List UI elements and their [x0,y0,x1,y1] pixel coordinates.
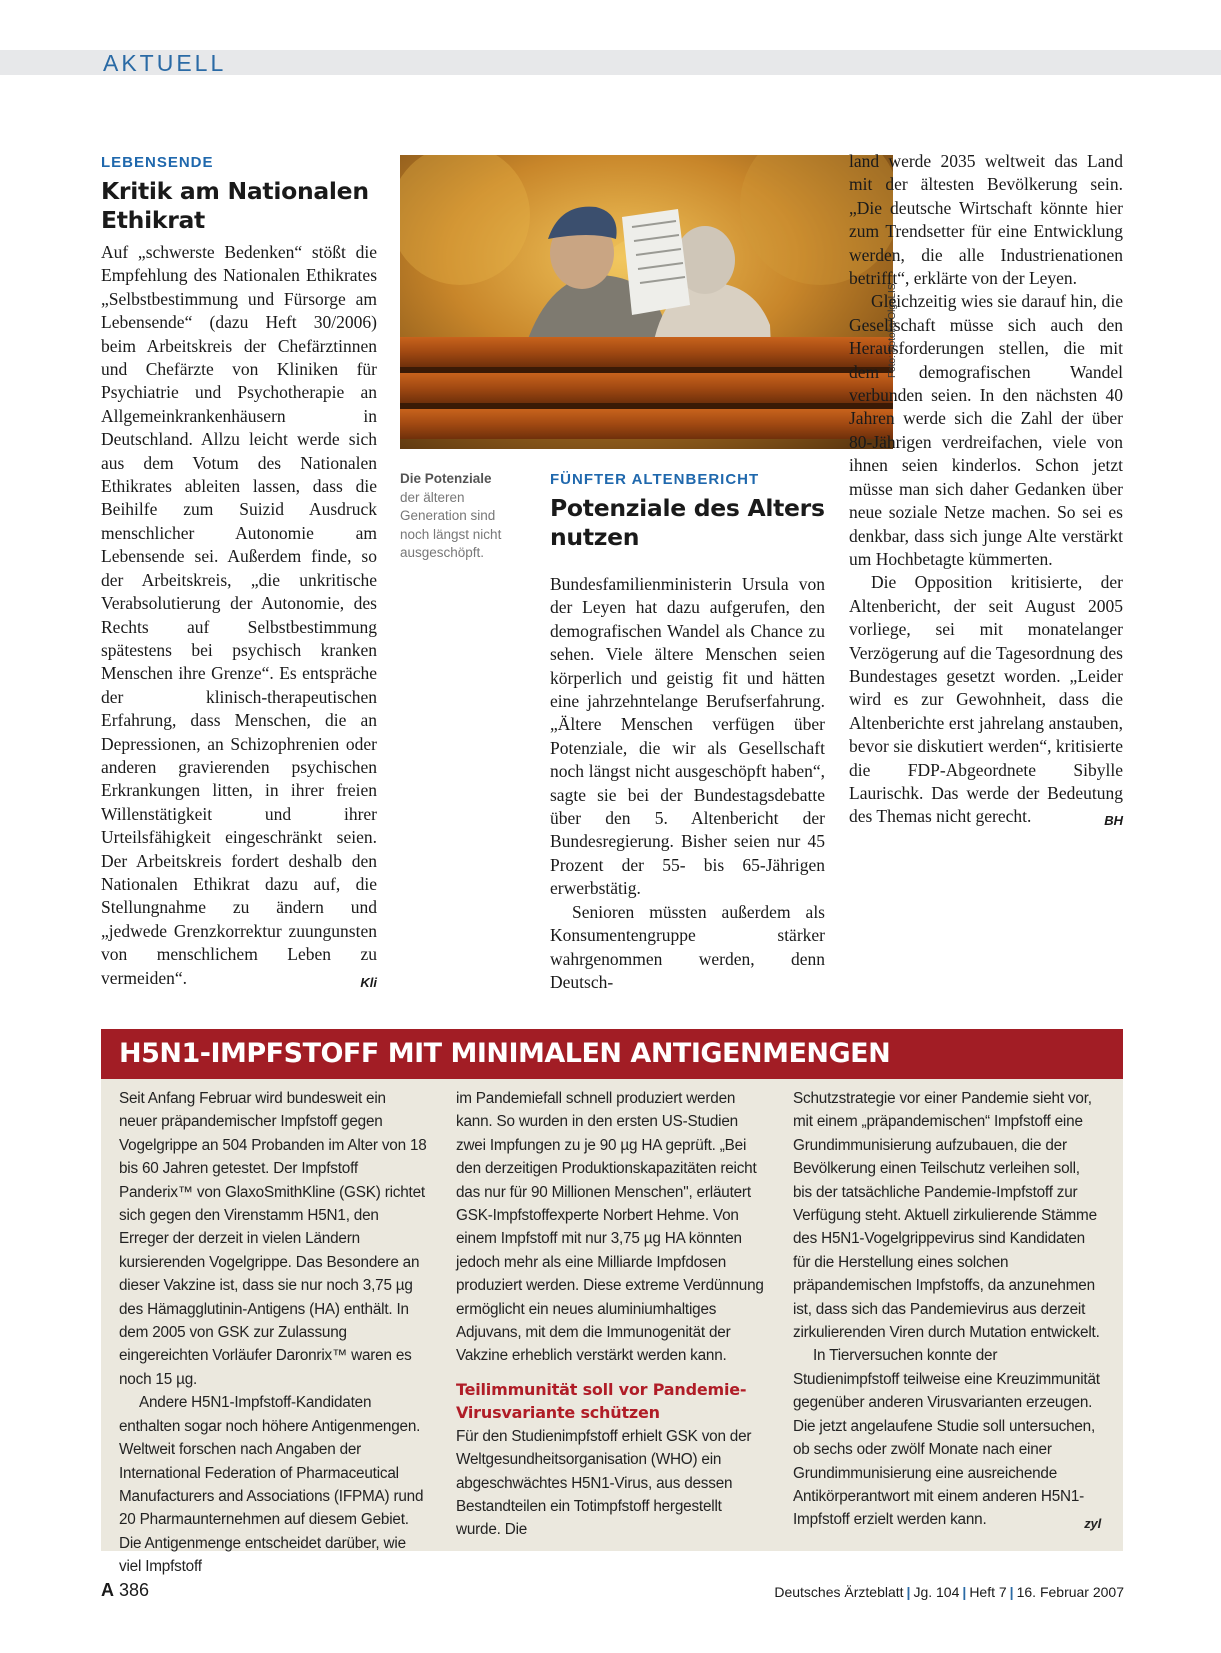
article-paragraph: Senioren müssten außerdem als Konsumentengruppe stärker wahrgenommen werden, denn Deutsch- [550,901,825,992]
journal-volume: Jg. 104 [913,1584,960,1600]
author-signature: zyl [1084,1516,1101,1532]
box-paragraph: Für den Studienimpfstoff erhielt GSK von der Weltgesundheitsorganisation (WHO) ein abgeschwächtes H5N1-Virus, aus dessen Bestandteilen ein Totimpfstoff hergestellt wurde. Die [456,1427,752,1539]
article-kicker: LEBENSENDE [101,154,214,171]
article-paragraph: Die Opposition kritisierte, der Altenbericht, der seit August 2005 vorliege, sei mit monatelanger Verzögerung auf die Tagesordnung des Bundestages gesetzt worden. „Leider wird es zur Gewohnheit, dass die Altenberichte erst jahrelang anstauben, bevor sie diskutiert werden“, kritisierte die FDP-Abgeordnete Sibylle Laurischk. Das werde der Bedeutung des Themas nicht gerecht. [849,572,1123,827]
info-box-column-1 [119,1087,427,1579]
photo-elderly-couple-on-bench [400,155,893,449]
article-body: Auf „schwerste Bedenken“ stößt die Empfehlung des Nationalen Ethikrates „Selbstbestimmung und Fürsorge am Lebensende“ (dazu Heft 30/2006) beim Arbeitskreis der Chefärztinnen und Chefärzte von Kliniken für Psychiatrie und Psychotherapie an Allgemeinkrankenhäusern in Deutschland. Allzu leicht werde sich aus dem Votum des Nationalen Ethikrates ableiten lassen, dass die Beihilfe zum Suizid Ausdruck menschlicher Autonomie am Lebensende sei. Außerdem finde, so der Arbeitskreis, „die unkritische Verabsolutierung der Autonomie, des Rechts auf Selbstbestimmung spätestens bei psychisch kranken Menschen ihre Grenze“. Es entspräche der klinisch-therapeutischen Erfahrung, dass Menschen, die an Depressionen, an Schizophrenien oder anderen gravierenden psychischen Erkrankungen litten, in ihrer freien Willenstätigkeit und ihrer Urteilsfähigkeit eingeschränkt seien. Der Arbeitskreis fordert deshalb den Nationalen Ethikrat dazu auf, die Stellungnahme zu ändern und „jedwede Grenzkorrektur zuungunsten von menschlichem Leben zu vermeiden“. Kli [101,241,377,990]
journal-footer: Deutsches Ärzteblatt | Jg. 104 | Heft 7 | 16. Februar 2007 [774,1584,1124,1600]
info-box-title: H5N1-IMPFSTOFF MIT MINIMALEN ANTIGENMENGEN [119,1038,891,1069]
box-paragraph: Andere H5N1-Impfstoff-Kandidaten enthalten sogar noch höhere Antigenmengen. Weltweit forschen nach Angaben der International Federation of Pharmaceutical Manufacturers and Associations (IFPMA) rund 20 Pharmaunternehmen auf diesem Gebiet. Die Antigenmenge entscheidet darüber, wie viel Impfstoff [119,1394,424,1576]
article-headline: Kritik am Nationalen Ethikrat [101,177,369,234]
info-box-header [101,1029,1123,1079]
box-paragraph: Schutzstrategie vor einer Pandemie sieht vor, mit einem „präpandemischen“ Impfstoff eine Grundimmunisierung aufzubauen, die der Bevölkerung einen Teilschutz verleihen soll, bis der tatsächliche Pandemie-Impfstoff zur Verfügung steht. Aktuell zirkulierende Stämme des H5N1-Vogelgrippevirus sind Kandidaten für die Herstellung eines solchen präpandemischen Impfstoffs, da anzunehmen ist, dass sich das Pandemievirus aus derzeit zirkulierenden Viren durch Mutation entwickelt. [793,1090,1100,1342]
info-box-h5n1 [101,1029,1123,1576]
box-paragraph: Seit Anfang Februar wird bundesweit ein neuer präpandemischer Impfstoff gegen Vogelgrippe an 504 Probanden im Alter von 18 bis 60 Jahren getestet. Der Impfstoff Panderix™ von GlaxoSmithKline (GSK) richtet sich gegen den Virenstamm H5N1, den Erreger der derzeit in vielen Ländern kursierenden Vogelgrippe. Das Besondere an dieser Vakzine ist, dass sie nur noch 3,75 µg des Hämagglutinin-Antigens (HA) enthält. In dem 2005 von GSK zur Zulassung eingereichten Vorläufer Daronrix™ waren es noch 15 µg. [119,1090,427,1388]
author-signature: BH [1104,813,1123,829]
photo-caption [400,470,528,563]
article-paragraph: Bundesfamilienministerin Ursula von der Leyen hat dazu aufgerufen, den demografischen Wandel als Chance zu sehen. Viele ältere Menschen seien körperlich und geistig fit und hätten eine jahrzehntelange Berufserfahrung. „Ältere Menschen verfügen über Potenziale, die wir als Gesellschaft noch längst nicht ausgeschöpft haben“, sagte sie bei der Bundestagsdebatte über den 5. Altenbericht der Bundesregierung. Bisher seien nur 45 Prozent der 55- bis 65-Jährigen erwerbstätig. [550,574,825,899]
caption-text: der älteren Generation sind noch längst nicht ausgeschöpft. [400,489,502,560]
box-paragraph: im Pandemiefall schnell produziert werden kann. So wurden in den ersten US-Studien zwei Impfungen zu je 90 µg HA geprüft. „Bei den derzeitigen Produktionskapazitäten reicht das nur für 90 Millionen Menschen", erläutert GSK-Impfstoffexperte Norbert Hehme. Von einem Impfstoff mit nur 3,75 µg HA könnten jedoch mehr als eine Milliarde Impfdosen produziert werden. Diese extreme Verdünnung ermöglicht ein neues aluminiumhaltiges Adjuvans, mit dem die Immunogenität der Vakzine erheblich verstärkt werden kann. [456,1090,764,1365]
box-subheading: Teilimmunität soll vor Pandemie-Virusvariante schützen [456,1379,747,1423]
article-lebensende [101,153,377,994]
box-paragraph: In Tierversuchen konnte der Studienimpfstoff teilweise eine Kreuzimmunität gegenüber anderen Virusvarianten erzeugen. Die jetzt angelaufene Studie soll untersuchen, ob sechs oder zwölf Monate nach einer Grundimmunisierung eine ausreichende Antikörperantwort mit einem anderen H5N1-Impfstoff erzielt werden kann. [793,1347,1100,1529]
section-label: AKTUELL [103,50,227,76]
article-headline: Potenziale des Alters nutzen [550,494,825,551]
article-paragraph: Gleichzeitig wies sie darauf hin, die Gesellschaft müsse sich auch den Herausforderungen stellen, die mit dem demografischen Wandel verbunden seien. In den nächsten 40 Jahren werde sich die Zahl der über 80-Jährigen verdreifachen, viele von ihnen seien kinderlos. Schon jetzt müsse man sich daher Gedanken über neue soziale Netze machen. So sei es denkbar, dass sich junge Alte verstärkt um Hochbetagte kümmerten. [849,291,1123,569]
article-altenbericht-body-col2 [849,150,1123,833]
info-box-column-2 [456,1087,764,1542]
article-paragraph: land werde 2035 weltweit das Land mit der ältesten Bevölkerung sein. „Die deutsche Wirtschaft könnte hier zum Trendsetter für eine Entwicklung werden, die alle Industrienationen betrifft“, erklärte von der Leyen. [849,151,1123,289]
journal-name: Deutsches Ärzteblatt [774,1584,904,1600]
info-box-column-3 [793,1087,1101,1536]
article-altenbericht-body-col1 [550,573,825,994]
page-number: A 386 [101,1580,150,1600]
article-kicker: FÜNFTER ALTENBERICHT [550,471,760,488]
caption-title: Die Potenziale [400,471,492,486]
photo-credit: Foto: Fotolia/OlgaLIS [887,283,898,378]
article-altenbericht-header [550,470,830,552]
author-signature: Kli [360,974,377,990]
journal-issue: Heft 7 [969,1584,1007,1600]
journal-date: 16. Februar 2007 [1016,1584,1124,1600]
